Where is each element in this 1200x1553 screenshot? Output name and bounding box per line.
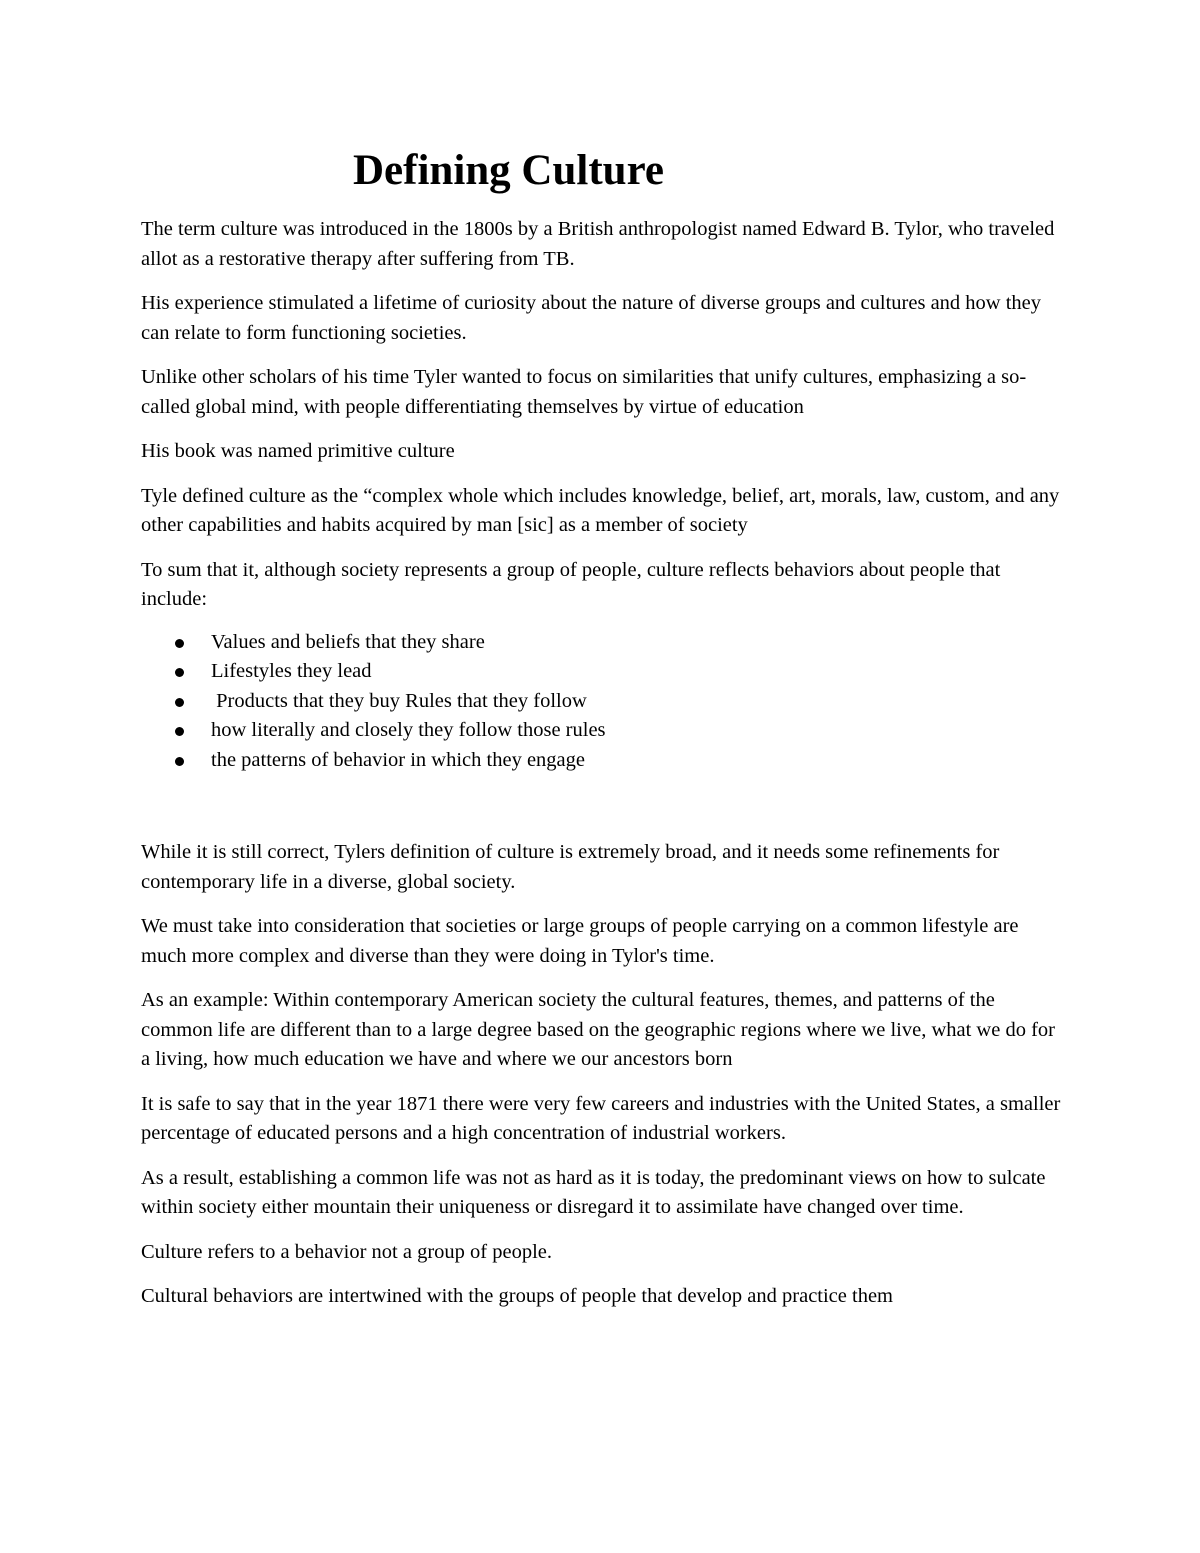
list-item-text: the patterns of behavior in which they engage [211, 748, 585, 771]
paragraph: The term culture was introduced in the 1800s by a British anthropologist named Edward B. Tylor, who traveled allot as a restorative therapy after suffering from TB. [141, 218, 1055, 270]
paragraph: His experience stimulated a lifetime of curiosity about the nature of diverse groups and cultures and how they can relate to form functioning societies. [141, 292, 1042, 344]
list-item [141, 716, 1061, 746]
paragraph: Tyle defined culture as the “complex whole which includes knowledge, belief, art, morals, law, custom, and any other capabilities and habits acquired by man [sic] as a member of society [141, 484, 1060, 536]
bullet-icon [175, 639, 184, 648]
paragraph: Cultural behaviors are intertwined with the groups of people that develop and practice them [141, 1285, 893, 1307]
document-title: Defining Culture [353, 147, 664, 194]
list-item-text: Values and beliefs that they share [211, 630, 485, 653]
paragraph: While it is still correct, Tylers definition of culture is extremely broad, and it needs some refinements for contemporary life in a diverse, global society. [141, 841, 1000, 893]
list-item [141, 746, 1061, 776]
list-item-text: Lifestyles they lead [211, 660, 372, 682]
spacer [141, 775, 1061, 838]
bullet-icon [175, 757, 184, 766]
paragraph: As a result, establishing a common life was not as hard as it is today, the predominant views on how to sulcate within society either mountain their uniqueness or disregard it to assimilate have changed over time. [141, 1166, 1046, 1218]
list-item [141, 657, 1061, 687]
paragraph: It is safe to say that in the year 1871 there were very few careers and industries with the United States, a smaller percentage of educated persons and a high concentration of industrial workers. [141, 1092, 1061, 1144]
paragraph: Culture refers to a behavior not a group of people. [141, 1240, 553, 1263]
paragraph: His book was named primitive culture [141, 440, 455, 462]
bullet-icon [175, 698, 184, 707]
paragraph: We must take into consideration that societies or large groups of people carrying on a common lifestyle are much more complex and diverse than they were doing in Tylor's time. [141, 915, 1019, 967]
paragraph: Unlike other scholars of his time Tyler wanted to focus on similarities that unify cultures, emphasizing a so-called global mind, with people differentiating themselves by virtue of education [141, 366, 1027, 418]
bullet-list [141, 628, 1061, 776]
list-item-text: how literally and closely they follow those rules [211, 719, 606, 741]
paragraph: To sum that it, although society represents a group of people, culture reflects behaviors about people that include: [141, 558, 1001, 610]
list-item-text: Products that they buy Rules that they follow [211, 689, 587, 712]
document-body [141, 215, 1061, 1327]
list-item [141, 687, 1061, 717]
paragraph: As an example: Within contemporary American society the cultural features, themes, and patterns of the common life are different than to a large degree based on the geographic regions where we live, what we do for a living, how much education we have and where we our ancestors born [141, 989, 1055, 1070]
list-item [141, 628, 1061, 658]
bullet-icon [175, 727, 184, 736]
bullet-icon [175, 668, 184, 677]
